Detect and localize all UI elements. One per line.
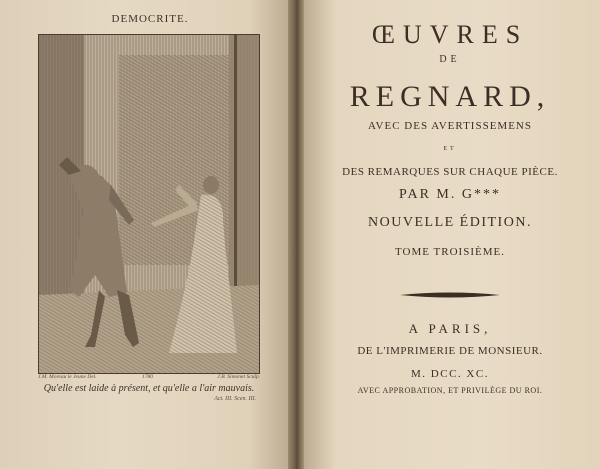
ornamental-rule: [400, 287, 500, 297]
printer-line: DE L'IMPRIMERIE DE MONSIEUR.: [357, 345, 543, 357]
subtitle-line3: DES REMARQUES SUR CHAQUE PIÈCE.: [342, 166, 558, 178]
act-reference: Act. III. Scen. III.: [214, 396, 256, 402]
place-line: A PARIS,: [408, 321, 492, 336]
edition-line: NOUVELLE ÉDITION.: [368, 215, 532, 230]
engraving-plate: [38, 34, 260, 374]
subtitle-line2: ET: [443, 146, 457, 152]
author-name: REGNARD,: [349, 80, 551, 113]
title-works: ŒUVRES: [371, 20, 529, 49]
engraver-credit: J.B. Simonet Sculp.: [217, 374, 260, 380]
privilege-line: AVEC APPROBATION, ET PRIVILÈGE DU ROI.: [357, 386, 543, 395]
by-line: PAR M. G***: [398, 187, 501, 202]
engraving-year: 1780: [142, 374, 153, 380]
volume-line: TOME TROISIÈME.: [395, 246, 505, 258]
engraving-illustration: [39, 35, 259, 373]
date-line: M. DCC. XC.: [411, 368, 489, 380]
subtitle-line1: AVEC DES AVERTISSEMENS: [368, 120, 532, 132]
book-gutter: [288, 0, 304, 469]
plate-caption: Qu'elle est laide à présent, et qu'elle a l'air mauvais.: [43, 383, 255, 394]
title-page: [300, 0, 600, 469]
plate-title: DEMOCRITE.: [111, 13, 189, 25]
title-de: DE: [439, 54, 461, 65]
artist-credit: J.M. Moreau le Jeune Del.: [38, 374, 97, 380]
